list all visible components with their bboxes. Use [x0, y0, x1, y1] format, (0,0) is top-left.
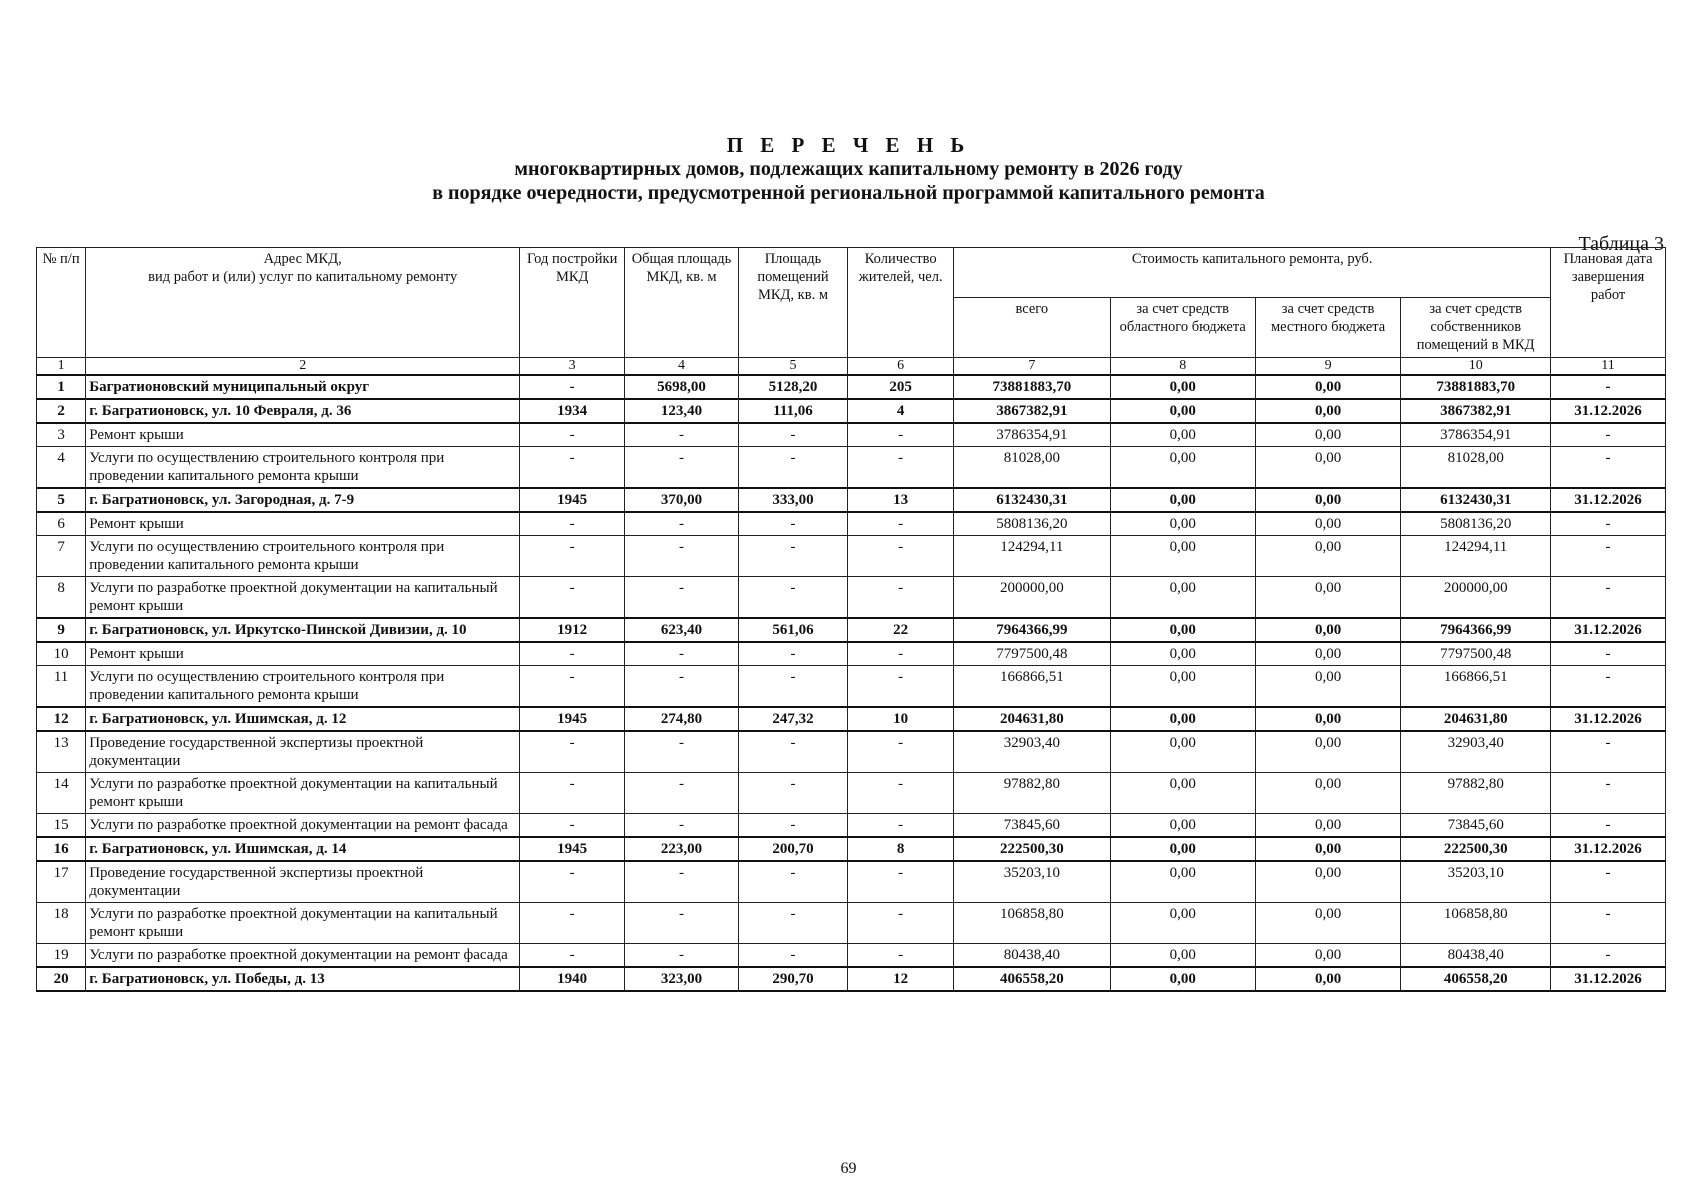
residents-cell: 4: [848, 399, 954, 423]
year-cell: -: [520, 536, 625, 577]
table-row: [37, 642, 1666, 666]
header-cost-owners: за счет средств собственников помещений в МКД: [1401, 298, 1551, 358]
total-area-cell: 323,00: [625, 967, 739, 991]
table-row: [37, 944, 1666, 968]
year-cell: -: [520, 577, 625, 619]
row-number-cell: 11: [37, 666, 86, 708]
year-cell: -: [520, 512, 625, 536]
cost-local-cell: 0,00: [1255, 399, 1400, 423]
cost-regional-cell: 0,00: [1110, 577, 1255, 619]
cost-owners-cell: 6132430,31: [1401, 488, 1551, 512]
total-area-cell: -: [625, 577, 739, 619]
cost-owners-cell: 81028,00: [1401, 447, 1551, 489]
cost-local-cell: 0,00: [1255, 903, 1400, 944]
premises-area-cell: 333,00: [738, 488, 847, 512]
column-number: 8: [1110, 358, 1255, 376]
cost-owners-cell: 80438,40: [1401, 944, 1551, 968]
document-subtitle-line-2: в порядке очередности, предусмотренной региональной программой капитального ремонта: [432, 182, 1265, 204]
cost-local-cell: 0,00: [1255, 814, 1400, 838]
total-area-cell: -: [625, 731, 739, 773]
column-number: 6: [848, 358, 954, 376]
cost-owners-cell: 5808136,20: [1401, 512, 1551, 536]
completion-date-cell: -: [1551, 773, 1666, 814]
table-row: [37, 375, 1666, 399]
cost-owners-cell: 32903,40: [1401, 731, 1551, 773]
document-subtitle-line-1: многоквартирных домов, подлежащих капитальному ремонту в 2026 году: [514, 158, 1183, 180]
header-premises-area: Площадь помещений МКД, кв. м: [738, 248, 847, 358]
premises-area-cell: 200,70: [738, 837, 847, 861]
row-number-cell: 12: [37, 707, 86, 731]
cost-owners-cell: 222500,30: [1401, 837, 1551, 861]
cost-total-cell: 5808136,20: [954, 512, 1110, 536]
table-row: [37, 837, 1666, 861]
cost-total-cell: 204631,80: [954, 707, 1110, 731]
row-number-cell: 3: [37, 423, 86, 447]
cost-owners-cell: 3867382,91: [1401, 399, 1551, 423]
cost-total-cell: 7797500,48: [954, 642, 1110, 666]
residents-cell: 12: [848, 967, 954, 991]
cost-regional-cell: 0,00: [1110, 967, 1255, 991]
address-cell: Услуги по осуществлению строительного контроля при проведении капитального ремонта крыши: [86, 447, 520, 489]
cost-total-cell: 200000,00: [954, 577, 1110, 619]
row-number-cell: 5: [37, 488, 86, 512]
cost-total-cell: 35203,10: [954, 861, 1110, 903]
row-number-cell: 6: [37, 512, 86, 536]
column-number: 7: [954, 358, 1110, 376]
column-number: 10: [1401, 358, 1551, 376]
completion-date-cell: 31.12.2026: [1551, 707, 1666, 731]
residents-cell: -: [848, 731, 954, 773]
row-number-cell: 17: [37, 861, 86, 903]
column-number: 5: [738, 358, 847, 376]
cost-owners-cell: 73845,60: [1401, 814, 1551, 838]
table-row: [37, 423, 1666, 447]
cost-regional-cell: 0,00: [1110, 903, 1255, 944]
year-cell: 1945: [520, 837, 625, 861]
cost-regional-cell: 0,00: [1110, 814, 1255, 838]
premises-area-cell: -: [738, 577, 847, 619]
table-row: [37, 707, 1666, 731]
column-number-row: [37, 358, 1666, 376]
year-cell: 1934: [520, 399, 625, 423]
table-row: [37, 731, 1666, 773]
completion-date-cell: 31.12.2026: [1551, 399, 1666, 423]
cost-local-cell: 0,00: [1255, 423, 1400, 447]
premises-area-cell: -: [738, 666, 847, 708]
year-cell: -: [520, 944, 625, 968]
address-cell: г. Багратионовск, ул. 10 Февраля, д. 36: [86, 399, 520, 423]
page-number: 69: [840, 1160, 857, 1177]
premises-area-cell: -: [738, 512, 847, 536]
year-cell: -: [520, 861, 625, 903]
cost-local-cell: 0,00: [1255, 618, 1400, 642]
cost-regional-cell: 0,00: [1110, 618, 1255, 642]
year-cell: -: [520, 903, 625, 944]
completion-date-cell: -: [1551, 731, 1666, 773]
header-total-area: Общая площадь МКД, кв. м: [625, 248, 739, 358]
address-cell: Ремонт крыши: [86, 423, 520, 447]
residents-cell: -: [848, 642, 954, 666]
completion-date-cell: -: [1551, 423, 1666, 447]
residents-cell: 10: [848, 707, 954, 731]
cost-local-cell: 0,00: [1255, 488, 1400, 512]
total-area-cell: -: [625, 423, 739, 447]
total-area-cell: -: [625, 903, 739, 944]
table-row: [37, 512, 1666, 536]
column-number: 1: [37, 358, 86, 376]
premises-area-cell: 290,70: [738, 967, 847, 991]
address-cell: г. Багратионовск, ул. Иркутско-Пинской Дивизии, д. 10: [86, 618, 520, 642]
residents-cell: -: [848, 423, 954, 447]
residents-cell: -: [848, 536, 954, 577]
cost-total-cell: 124294,11: [954, 536, 1110, 577]
cost-owners-cell: 97882,80: [1401, 773, 1551, 814]
cost-regional-cell: 0,00: [1110, 731, 1255, 773]
premises-area-cell: -: [738, 903, 847, 944]
cost-regional-cell: 0,00: [1110, 399, 1255, 423]
cost-regional-cell: 0,00: [1110, 375, 1255, 399]
table-row: [37, 577, 1666, 619]
cost-total-cell: 80438,40: [954, 944, 1110, 968]
header-no: № п/п: [37, 248, 86, 358]
year-cell: 1912: [520, 618, 625, 642]
year-cell: -: [520, 731, 625, 773]
total-area-cell: -: [625, 642, 739, 666]
column-number: 9: [1255, 358, 1400, 376]
total-area-cell: -: [625, 773, 739, 814]
cost-local-cell: 0,00: [1255, 666, 1400, 708]
cost-owners-cell: 7797500,48: [1401, 642, 1551, 666]
cost-total-cell: 3867382,91: [954, 399, 1110, 423]
completion-date-cell: 31.12.2026: [1551, 967, 1666, 991]
residents-cell: -: [848, 814, 954, 838]
address-cell: г. Багратионовск, ул. Загородная, д. 7-9: [86, 488, 520, 512]
total-area-cell: -: [625, 536, 739, 577]
residents-cell: -: [848, 944, 954, 968]
cost-owners-cell: 106858,80: [1401, 903, 1551, 944]
completion-date-cell: -: [1551, 666, 1666, 708]
premises-area-cell: -: [738, 536, 847, 577]
column-number: 2: [86, 358, 520, 376]
column-number: 11: [1551, 358, 1666, 376]
cost-owners-cell: 166866,51: [1401, 666, 1551, 708]
cost-local-cell: 0,00: [1255, 512, 1400, 536]
cost-local-cell: 0,00: [1255, 707, 1400, 731]
completion-date-cell: -: [1551, 814, 1666, 838]
residents-cell: -: [848, 903, 954, 944]
completion-date-cell: 31.12.2026: [1551, 837, 1666, 861]
table-row: [37, 861, 1666, 903]
cost-total-cell: 32903,40: [954, 731, 1110, 773]
row-number-cell: 8: [37, 577, 86, 619]
header-address: Адрес МКД, вид работ и (или) услуг по капитальному ремонту: [86, 248, 520, 358]
address-cell: Услуги по осуществлению строительного контроля при проведении капитального ремонта крыши: [86, 666, 520, 708]
row-number-cell: 9: [37, 618, 86, 642]
address-cell: Ремонт крыши: [86, 642, 520, 666]
total-area-cell: 123,40: [625, 399, 739, 423]
address-cell: Услуги по разработке проектной документации на ремонт фасада: [86, 944, 520, 968]
cost-local-cell: 0,00: [1255, 967, 1400, 991]
premises-area-cell: -: [738, 944, 847, 968]
document-title: П Е Р Е Ч Е Н Ь: [726, 133, 971, 157]
total-area-cell: 623,40: [625, 618, 739, 642]
table-row: [37, 447, 1666, 489]
repair-list-table: [36, 247, 1666, 992]
header-cost-group: Стоимость капитального ремонта, руб.: [954, 248, 1551, 298]
cost-owners-cell: 200000,00: [1401, 577, 1551, 619]
row-number-cell: 20: [37, 967, 86, 991]
cost-total-cell: 73845,60: [954, 814, 1110, 838]
table-row: [37, 488, 1666, 512]
table-label: Таблица 3: [1578, 233, 1664, 255]
residents-cell: 22: [848, 618, 954, 642]
table-header-row: [37, 248, 1666, 298]
cost-owners-cell: 124294,11: [1401, 536, 1551, 577]
year-cell: -: [520, 423, 625, 447]
row-number-cell: 19: [37, 944, 86, 968]
total-area-cell: -: [625, 944, 739, 968]
completion-date-cell: 31.12.2026: [1551, 618, 1666, 642]
premises-area-cell: -: [738, 814, 847, 838]
completion-date-cell: 31.12.2026: [1551, 488, 1666, 512]
row-number-cell: 1: [37, 375, 86, 399]
premises-area-cell: -: [738, 642, 847, 666]
cost-regional-cell: 0,00: [1110, 707, 1255, 731]
table-row: [37, 773, 1666, 814]
row-number-cell: 18: [37, 903, 86, 944]
cost-regional-cell: 0,00: [1110, 944, 1255, 968]
total-area-cell: 5698,00: [625, 375, 739, 399]
premises-area-cell: -: [738, 447, 847, 489]
premises-area-cell: -: [738, 423, 847, 447]
row-number-cell: 16: [37, 837, 86, 861]
residents-cell: -: [848, 773, 954, 814]
row-number-cell: 13: [37, 731, 86, 773]
address-cell: Проведение государственной экспертизы проектной документации: [86, 861, 520, 903]
address-cell: Услуги по разработке проектной документации на ремонт фасада: [86, 814, 520, 838]
cost-regional-cell: 0,00: [1110, 488, 1255, 512]
column-number: 4: [625, 358, 739, 376]
address-cell: Багратионовский муниципальный округ: [86, 375, 520, 399]
address-cell: Проведение государственной экспертизы проектной документации: [86, 731, 520, 773]
total-area-cell: 223,00: [625, 837, 739, 861]
premises-area-cell: 111,06: [738, 399, 847, 423]
completion-date-cell: -: [1551, 861, 1666, 903]
cost-local-cell: 0,00: [1255, 944, 1400, 968]
cost-regional-cell: 0,00: [1110, 512, 1255, 536]
cost-total-cell: 166866,51: [954, 666, 1110, 708]
total-area-cell: -: [625, 666, 739, 708]
cost-owners-cell: 7964366,99: [1401, 618, 1551, 642]
completion-date-cell: -: [1551, 903, 1666, 944]
year-cell: -: [520, 814, 625, 838]
cost-regional-cell: 0,00: [1110, 666, 1255, 708]
premises-area-cell: -: [738, 731, 847, 773]
table-row: [37, 967, 1666, 991]
cost-local-cell: 0,00: [1255, 642, 1400, 666]
cost-total-cell: 7964366,99: [954, 618, 1110, 642]
table-body: [37, 358, 1666, 992]
header-cost-regional: за счет средств областного бюджета: [1110, 298, 1255, 358]
cost-regional-cell: 0,00: [1110, 536, 1255, 577]
cost-regional-cell: 0,00: [1110, 837, 1255, 861]
cost-local-cell: 0,00: [1255, 773, 1400, 814]
completion-date-cell: -: [1551, 944, 1666, 968]
cost-owners-cell: 35203,10: [1401, 861, 1551, 903]
address-cell: Ремонт крыши: [86, 512, 520, 536]
row-number-cell: 7: [37, 536, 86, 577]
year-cell: -: [520, 375, 625, 399]
total-area-cell: -: [625, 861, 739, 903]
cost-owners-cell: 406558,20: [1401, 967, 1551, 991]
row-number-cell: 14: [37, 773, 86, 814]
premises-area-cell: -: [738, 861, 847, 903]
table-row: [37, 536, 1666, 577]
year-cell: 1940: [520, 967, 625, 991]
row-number-cell: 15: [37, 814, 86, 838]
header-residents: Количество жителей, чел.: [848, 248, 954, 358]
total-area-cell: 274,80: [625, 707, 739, 731]
year-cell: -: [520, 447, 625, 489]
table-row: [37, 399, 1666, 423]
total-area-cell: -: [625, 814, 739, 838]
cost-total-cell: 97882,80: [954, 773, 1110, 814]
residents-cell: -: [848, 666, 954, 708]
document-title-block: [0, 133, 1697, 205]
total-area-cell: -: [625, 512, 739, 536]
column-number: 3: [520, 358, 625, 376]
year-cell: 1945: [520, 707, 625, 731]
premises-area-cell: 561,06: [738, 618, 847, 642]
header-completion-date: Плановая дата завершения работ: [1551, 248, 1666, 358]
header-cost-total: всего: [954, 298, 1110, 358]
header-cost-local: за счет средств местного бюджета: [1255, 298, 1400, 358]
premises-area-cell: 5128,20: [738, 375, 847, 399]
completion-date-cell: -: [1551, 536, 1666, 577]
premises-area-cell: -: [738, 773, 847, 814]
cost-owners-cell: 3786354,91: [1401, 423, 1551, 447]
address-cell: г. Багратионовск, ул. Ишимская, д. 12: [86, 707, 520, 731]
cost-total-cell: 6132430,31: [954, 488, 1110, 512]
residents-cell: -: [848, 861, 954, 903]
completion-date-cell: -: [1551, 447, 1666, 489]
year-cell: 1945: [520, 488, 625, 512]
table-row: [37, 814, 1666, 838]
cost-total-cell: 81028,00: [954, 447, 1110, 489]
row-number-cell: 10: [37, 642, 86, 666]
cost-local-cell: 0,00: [1255, 577, 1400, 619]
cost-regional-cell: 0,00: [1110, 861, 1255, 903]
year-cell: -: [520, 773, 625, 814]
residents-cell: -: [848, 447, 954, 489]
cost-local-cell: 0,00: [1255, 375, 1400, 399]
cost-local-cell: 0,00: [1255, 837, 1400, 861]
completion-date-cell: -: [1551, 642, 1666, 666]
year-cell: -: [520, 666, 625, 708]
cost-total-cell: 222500,30: [954, 837, 1110, 861]
total-area-cell: -: [625, 447, 739, 489]
cost-total-cell: 73881883,70: [954, 375, 1110, 399]
cost-regional-cell: 0,00: [1110, 423, 1255, 447]
completion-date-cell: -: [1551, 375, 1666, 399]
cost-regional-cell: 0,00: [1110, 642, 1255, 666]
address-cell: Услуги по разработке проектной документации на капитальный ремонт крыши: [86, 773, 520, 814]
table-row: [37, 903, 1666, 944]
total-area-cell: 370,00: [625, 488, 739, 512]
cost-local-cell: 0,00: [1255, 731, 1400, 773]
address-cell: Услуги по разработке проектной документации на капитальный ремонт крыши: [86, 577, 520, 619]
address-cell: г. Багратионовск, ул. Победы, д. 13: [86, 967, 520, 991]
table-row: [37, 618, 1666, 642]
row-number-cell: 4: [37, 447, 86, 489]
address-cell: г. Багратионовск, ул. Ишимская, д. 14: [86, 837, 520, 861]
cost-total-cell: 106858,80: [954, 903, 1110, 944]
completion-date-cell: -: [1551, 577, 1666, 619]
cost-regional-cell: 0,00: [1110, 447, 1255, 489]
cost-local-cell: 0,00: [1255, 536, 1400, 577]
row-number-cell: 2: [37, 399, 86, 423]
cost-owners-cell: 204631,80: [1401, 707, 1551, 731]
cost-owners-cell: 73881883,70: [1401, 375, 1551, 399]
cost-local-cell: 0,00: [1255, 861, 1400, 903]
cost-total-cell: 406558,20: [954, 967, 1110, 991]
completion-date-cell: -: [1551, 512, 1666, 536]
address-cell: Услуги по осуществлению строительного контроля при проведении капитального ремонта крыши: [86, 536, 520, 577]
residents-cell: 13: [848, 488, 954, 512]
year-cell: -: [520, 642, 625, 666]
address-cell: Услуги по разработке проектной документации на капитальный ремонт крыши: [86, 903, 520, 944]
premises-area-cell: 247,32: [738, 707, 847, 731]
cost-regional-cell: 0,00: [1110, 773, 1255, 814]
table-row: [37, 666, 1666, 708]
cost-total-cell: 3786354,91: [954, 423, 1110, 447]
residents-cell: -: [848, 512, 954, 536]
header-year: Год постройки МКД: [520, 248, 625, 358]
residents-cell: 8: [848, 837, 954, 861]
residents-cell: 205: [848, 375, 954, 399]
cost-local-cell: 0,00: [1255, 447, 1400, 489]
residents-cell: -: [848, 577, 954, 619]
